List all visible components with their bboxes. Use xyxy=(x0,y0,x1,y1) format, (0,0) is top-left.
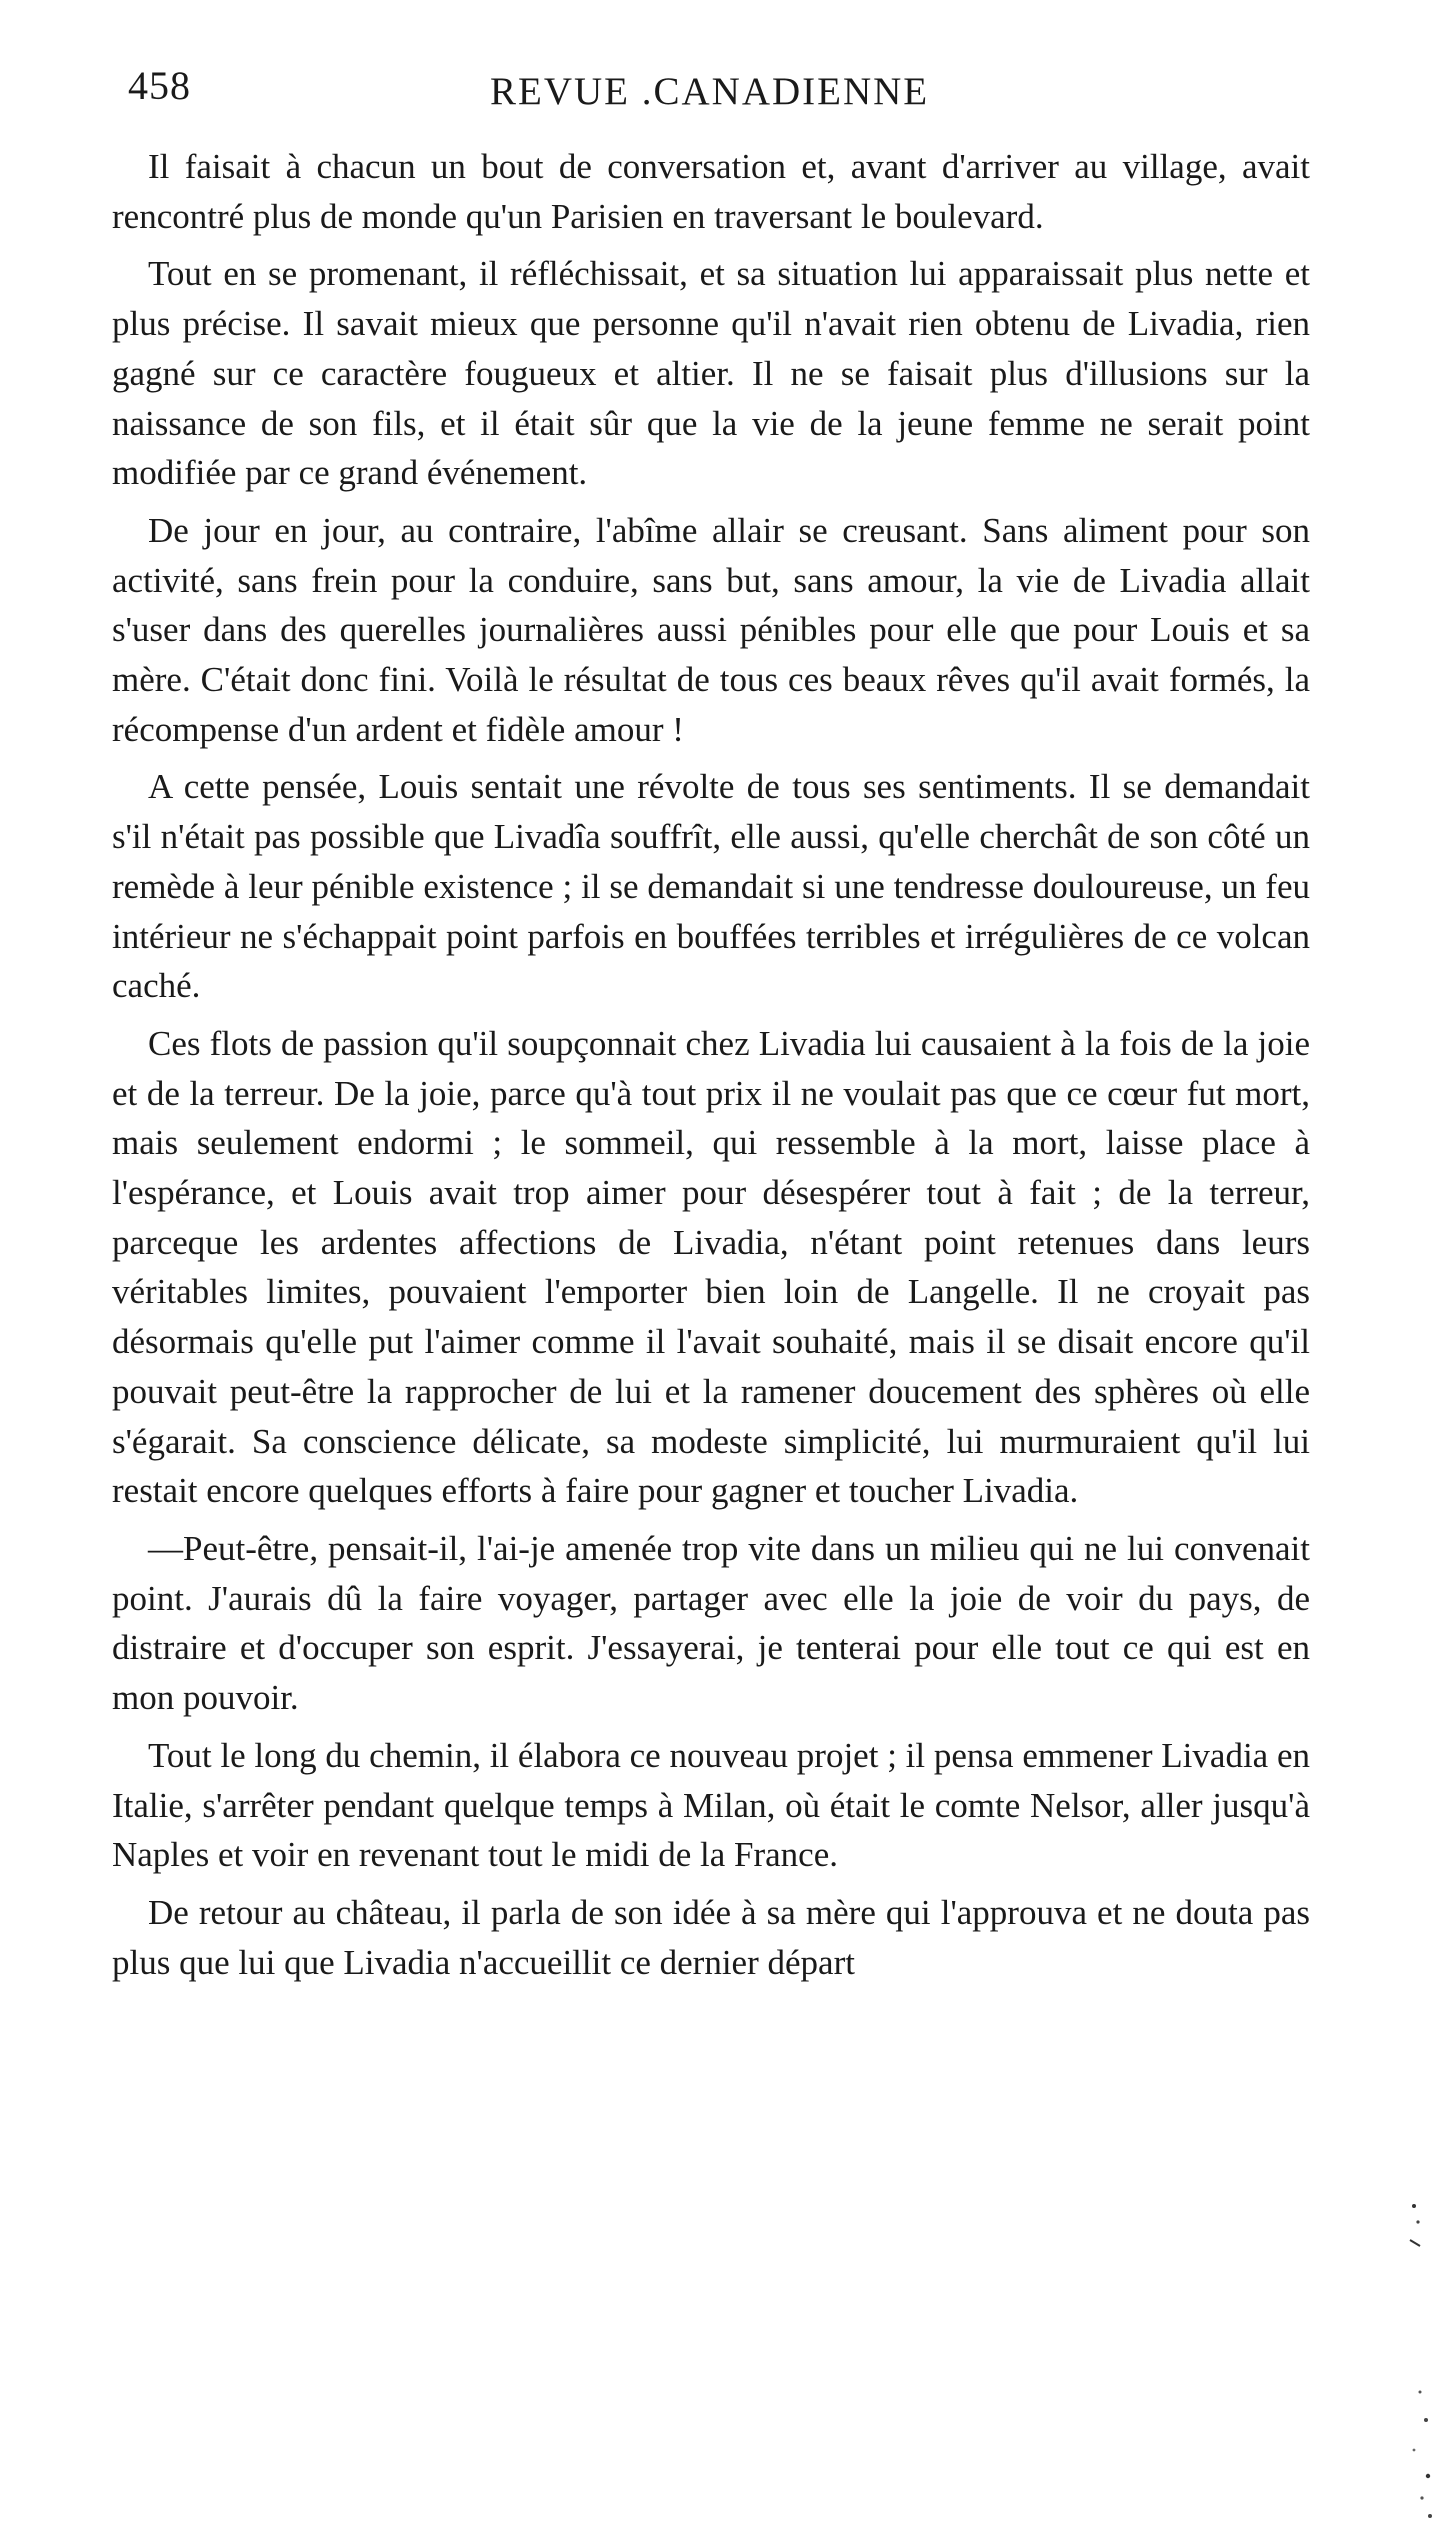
paragraph: De jour en jour, au contraire, l'abîme allair se creusant. Sans aliment pour son activité, sans frein pour la conduire, sans but, sans amour, la vie de Livadia allait s'user dans des querelles journalières aussi pénibles pour elle que pour Louis et sa mère. C'était donc fini. Voilà le résultat de tous ces beaux rêves qu'il avait formés, la récompense d'un ardent et fidèle amour ! xyxy=(112,510,1310,749)
paragraph: De retour au château, il parla de son idée à sa mère qui l'approuva et ne douta pas plus que lui que Livadia n'accueillit ce dernier départ xyxy=(112,1892,1310,1982)
paragraph: Tout en se promenant, il réfléchissait, et sa situation lui apparaissait plus nette et plus précise. Il savait mieux que personne qu'il n'avait rien obtenu de Livadia, rien gagné sur ce caractère fougueux et altier. Il ne se faisait plus d'illusions sur la naissance de son fils, et il était sûr que la vie de la jeune femme ne serait point modifiée par ce grand événement. xyxy=(112,254,1310,493)
paragraph: Il faisait à chacun un bout de conversation et, avant d'arriver au village, avait rencontré plus de monde qu'un Parisien en traversant le boulevard. xyxy=(112,147,1310,236)
paragraph: A cette pensée, Louis sentait une révolte de tous ses sentiments. Il se demandait s'il n'était pas possible que Livadîa souffrît, elle aussi, qu'elle cherchât de son côté un remède à leur pénible existence ; il se demandait si une tendresse douloureuse, un feu intérieur ne s'échappait point parfois en bouffées terribles et irrégulières de ce volcan caché. xyxy=(112,767,1310,1006)
page-edge-speckle-icon xyxy=(1400,2380,1434,2528)
body-text xyxy=(112,142,1310,1995)
margin-speck-icon xyxy=(1406,2200,1428,2250)
running-title: REVUE .CANADIENNE xyxy=(490,70,930,113)
paragraph: —Peut-être, pensait-il, l'ai-je amenée trop vite dans un milieu qui ne lui convenait point. J'aurais dû la faire voyager, partager avec elle la joie de voir du pays, de distraire et d'occuper son esprit. J'essayerai, je tenterai pour elle tout ce qui est en mon pouvoir. xyxy=(112,1528,1310,1718)
page-number: 458 xyxy=(128,63,191,108)
paragraph: Ces flots de passion qu'il soupçonnait chez Livadia lui causaient à la fois de la joie et de la terreur. De la joie, parce qu'à tout prix il ne voulait pas que ce cœur fut mort, mais seulement endormi ; le sommeil, qui ressemble à la mort, laisse place à l'espérance, et Louis avait trop aimer pour désespérer tout à fait ; de la terreur, parceque les ardentes affections de Livadia, n'étant point retenues dans leurs véritables limites, pouvaient l'emporter bien loin de Langelle. Il ne croyait pas désormais qu'elle put l'aimer comme il l'avait souhaité, mais il se disait encore qu'il pouvait peut-être la rapprocher de lui et la ramener doucement des sphères où elle s'égarait. Sa conscience délicate, sa modeste simplicité, lui murmuraient qu'il lui restait encore quelques efforts à faire pour gagner et toucher Livadia. xyxy=(112,1023,1310,1511)
paragraph: Tout le long du chemin, il élabora ce nouveau projet ; il pensa emmener Livadia en Italie, s'arrêter pendant quelque temps à Milan, où était le comte Nelsor, aller jusqu'à Naples et voir en revenant tout le midi de la France. xyxy=(112,1735,1310,1875)
